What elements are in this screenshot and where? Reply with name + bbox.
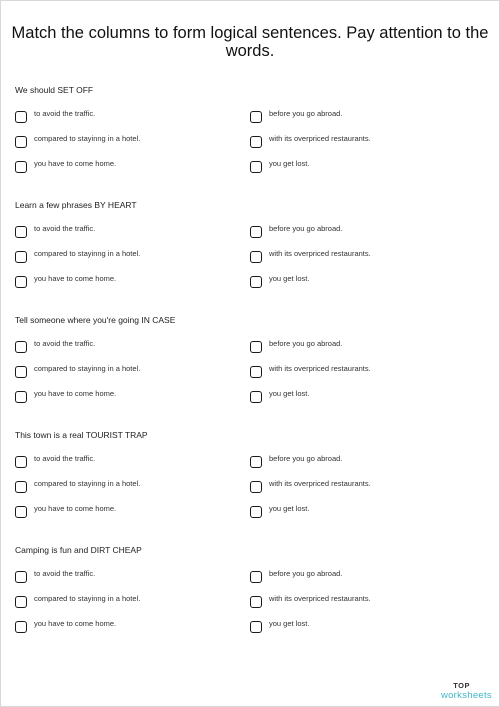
- left-column: [15, 569, 235, 644]
- answer-option[interactable]: [15, 454, 235, 479]
- section-heading: Tell someone where you're going IN CASE: [15, 315, 176, 325]
- option-label: with its overpriced restaurants.: [269, 479, 371, 488]
- right-column: [250, 109, 470, 184]
- checkbox[interactable]: [250, 226, 262, 238]
- option-label: before you go abroad.: [269, 454, 343, 463]
- option-label: compared to stayinng in a hotel.: [34, 479, 141, 488]
- option-label: to avoid the traffic.: [34, 224, 96, 233]
- answer-option[interactable]: [250, 274, 470, 299]
- answer-option[interactable]: [250, 224, 470, 249]
- checkbox[interactable]: [15, 111, 27, 123]
- answer-option[interactable]: [15, 159, 235, 184]
- option-label: with its overpriced restaurants.: [269, 594, 371, 603]
- option-label: to avoid the traffic.: [34, 569, 96, 578]
- left-column: [15, 224, 235, 299]
- checkbox[interactable]: [250, 161, 262, 173]
- checkbox[interactable]: [250, 136, 262, 148]
- checkbox[interactable]: [15, 341, 27, 353]
- option-label: to avoid the traffic.: [34, 109, 96, 118]
- answer-option[interactable]: [15, 504, 235, 529]
- answer-option[interactable]: [250, 389, 470, 414]
- checkbox[interactable]: [15, 456, 27, 468]
- right-column: [250, 224, 470, 299]
- checkbox[interactable]: [15, 366, 27, 378]
- answer-option[interactable]: [15, 569, 235, 594]
- answer-option[interactable]: [250, 159, 470, 184]
- option-label: you get lost.: [269, 504, 310, 513]
- answer-option[interactable]: [250, 339, 470, 364]
- left-column: [15, 109, 235, 184]
- checkbox[interactable]: [250, 456, 262, 468]
- checkbox[interactable]: [15, 391, 27, 403]
- checkbox[interactable]: [250, 596, 262, 608]
- checkbox[interactable]: [15, 161, 27, 173]
- option-label: you get lost.: [269, 274, 310, 283]
- answer-option[interactable]: [250, 134, 470, 159]
- answer-option[interactable]: [250, 249, 470, 274]
- checkbox[interactable]: [15, 596, 27, 608]
- option-label: with its overpriced restaurants.: [269, 134, 371, 143]
- logo-bottom-text: worksheets: [440, 689, 492, 701]
- checkbox[interactable]: [250, 506, 262, 518]
- question-section: [15, 315, 485, 430]
- checkbox[interactable]: [15, 571, 27, 583]
- answer-option[interactable]: [15, 594, 235, 619]
- right-column: [250, 339, 470, 414]
- answer-option[interactable]: [250, 109, 470, 134]
- answer-option[interactable]: [15, 364, 235, 389]
- answer-option[interactable]: [250, 619, 470, 644]
- worksheet-title: Match the columns to form logical sentences. Pay attention to the words.: [11, 24, 489, 60]
- option-label: you get lost.: [269, 159, 310, 168]
- answer-option[interactable]: [15, 134, 235, 159]
- question-section: [15, 545, 485, 660]
- section-heading: Camping is fun and DIRT CHEAP: [15, 545, 142, 555]
- option-label: before you go abroad.: [269, 109, 343, 118]
- checkbox[interactable]: [250, 276, 262, 288]
- option-label: you have to come home.: [34, 159, 117, 168]
- option-label: you get lost.: [269, 619, 310, 628]
- option-label: you have to come home.: [34, 274, 117, 283]
- checkbox[interactable]: [15, 621, 27, 633]
- answer-option[interactable]: [15, 619, 235, 644]
- option-label: you have to come home.: [34, 619, 117, 628]
- checkbox[interactable]: [250, 621, 262, 633]
- question-section: [15, 430, 485, 545]
- right-column: [250, 569, 470, 644]
- option-label: before you go abroad.: [269, 569, 343, 578]
- question-section: [15, 85, 485, 200]
- checkbox[interactable]: [15, 276, 27, 288]
- left-column: [15, 454, 235, 529]
- answer-option[interactable]: [250, 454, 470, 479]
- option-label: compared to stayinng in a hotel.: [34, 594, 141, 603]
- option-label: before you go abroad.: [269, 224, 343, 233]
- checkbox[interactable]: [250, 251, 262, 263]
- answer-option[interactable]: [15, 109, 235, 134]
- option-label: before you go abroad.: [269, 339, 343, 348]
- checkbox[interactable]: [250, 111, 262, 123]
- checkbox[interactable]: [250, 366, 262, 378]
- right-column: [250, 454, 470, 529]
- option-label: compared to stayinng in a hotel.: [34, 364, 141, 373]
- option-label: with its overpriced restaurants.: [269, 249, 371, 258]
- checkbox[interactable]: [250, 391, 262, 403]
- answer-option[interactable]: [250, 479, 470, 504]
- section-heading: Learn a few phrases BY HEART: [15, 200, 137, 210]
- answer-option[interactable]: [15, 339, 235, 364]
- left-column: [15, 339, 235, 414]
- checkbox[interactable]: [15, 506, 27, 518]
- answer-option[interactable]: [250, 594, 470, 619]
- option-label: with its overpriced restaurants.: [269, 364, 371, 373]
- option-label: you have to come home.: [34, 504, 117, 513]
- checkbox[interactable]: [250, 571, 262, 583]
- option-label: compared to stayinng in a hotel.: [34, 249, 141, 258]
- answer-option[interactable]: [15, 249, 235, 274]
- checkbox[interactable]: [15, 481, 27, 493]
- answer-option[interactable]: [15, 224, 235, 249]
- checkbox[interactable]: [250, 481, 262, 493]
- checkbox[interactable]: [250, 341, 262, 353]
- logo-top-text: TOP: [453, 681, 470, 690]
- option-label: you have to come home.: [34, 389, 117, 398]
- answer-option[interactable]: [250, 504, 470, 529]
- option-label: you get lost.: [269, 389, 310, 398]
- section-heading: This town is a real TOURIST TRAP: [15, 430, 148, 440]
- option-label: compared to stayinng in a hotel.: [34, 134, 141, 143]
- checkbox[interactable]: [15, 136, 27, 148]
- answer-option[interactable]: [15, 274, 235, 299]
- answer-option[interactable]: [250, 364, 470, 389]
- option-label: to avoid the traffic.: [34, 454, 96, 463]
- checkbox[interactable]: [15, 251, 27, 263]
- answer-option[interactable]: [250, 569, 470, 594]
- answer-option[interactable]: [15, 479, 235, 504]
- question-section: [15, 200, 485, 315]
- question-list: [15, 85, 485, 660]
- topworksheets-logo: [441, 682, 492, 700]
- answer-option[interactable]: [15, 389, 235, 414]
- option-label: to avoid the traffic.: [34, 339, 96, 348]
- section-heading: We should SET OFF: [15, 85, 94, 95]
- checkbox[interactable]: [15, 226, 27, 238]
